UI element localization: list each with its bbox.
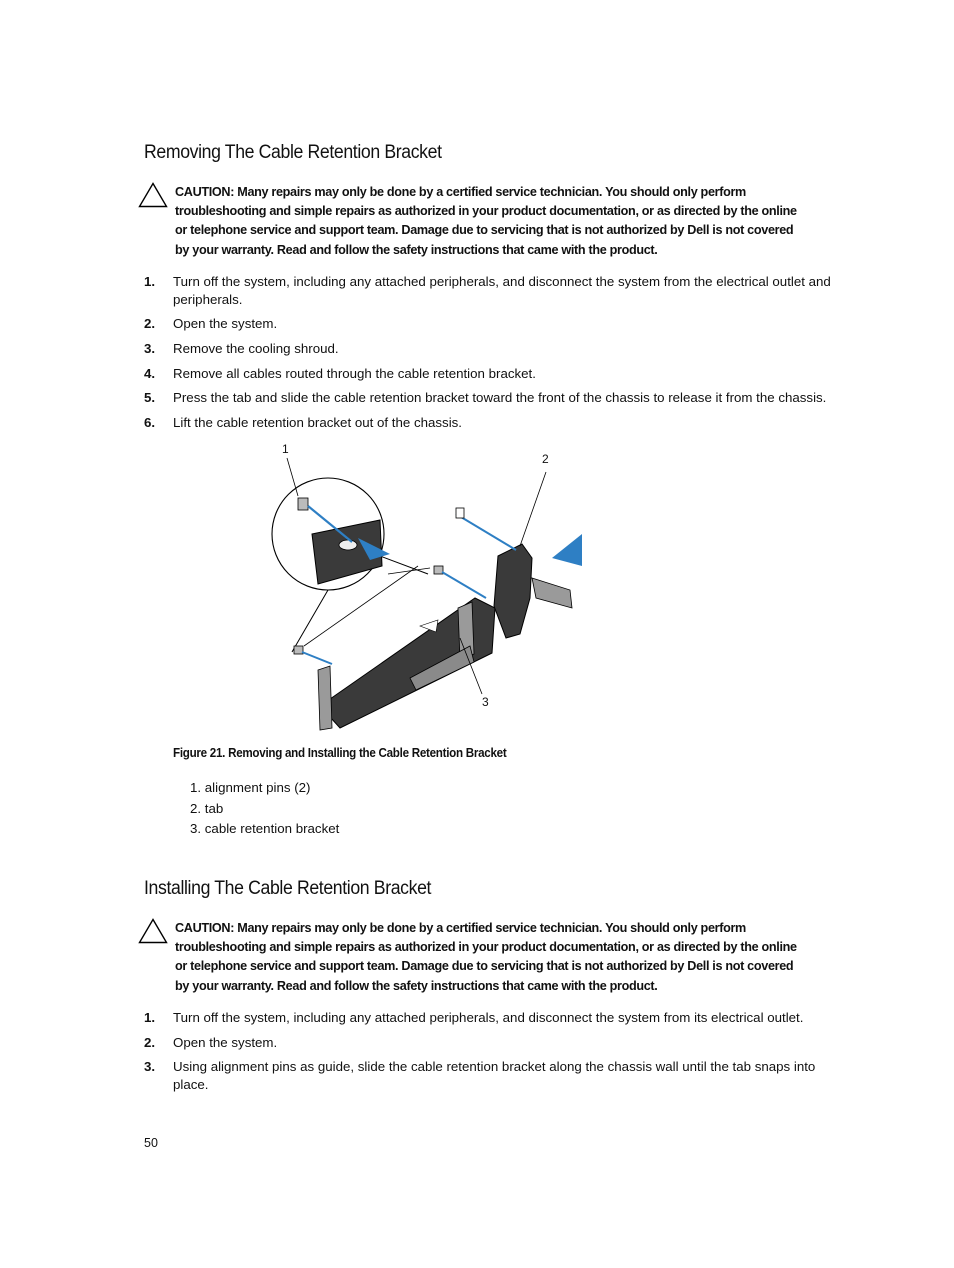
step-item [144, 1009, 834, 1027]
section-title-installing: Installing The Cable Retention Bracket [144, 878, 432, 899]
bracket-tab [494, 544, 532, 638]
step-number: 2. [144, 1035, 156, 1050]
alignment-pin [434, 566, 486, 598]
legend-item: 2. tab [190, 800, 224, 816]
section-title-removing: Removing The Cable Retention Bracket [144, 142, 442, 163]
step-number: 3. [144, 1059, 156, 1074]
step-item [144, 1034, 834, 1052]
step-text: Turn off the system, including any attached peripherals, and disconnect the system from the electrical outlet and peripherals. [173, 274, 831, 307]
step-item [144, 1058, 834, 1094]
installation-steps [144, 1009, 834, 1094]
callout-2: 2 [542, 452, 549, 466]
figure-caption: Figure 21. Removing and Installing the Cable Retention Bracket [173, 746, 507, 760]
step-text: Open the system. [173, 1035, 278, 1050]
bracket-illustration [270, 438, 590, 734]
step-text: Press the tab and slide the cable retention bracket toward the front of the chassis to release it from the chassis. [173, 390, 827, 405]
step-text: Remove all cables routed through the cable retention bracket. [173, 366, 536, 381]
callout-3: 3 [482, 695, 489, 709]
step-item [144, 340, 834, 358]
removal-steps [144, 273, 834, 432]
figure-legend [190, 778, 339, 840]
step-number: 4. [144, 366, 156, 381]
legend-item: 1. alignment pins (2) [190, 780, 311, 795]
caution-triangle-icon [138, 182, 168, 208]
step-number: 2. [144, 316, 156, 331]
step-item [144, 414, 834, 432]
step-item [144, 365, 834, 383]
caution-triangle-icon [138, 918, 168, 944]
step-number: 5. [144, 390, 156, 405]
step-text: Open the system. [173, 316, 278, 331]
step-number: 3. [144, 341, 156, 356]
step-text: Lift the cable retention bracket out of the chassis. [173, 415, 463, 430]
push-arrow [552, 534, 582, 566]
bracket-diagram-svg [270, 438, 590, 734]
step-text: Turn off the system, including any attached peripherals, and disconnect the system from its electrical outlet. [173, 1010, 804, 1025]
caution-text: CAUTION: Many repairs may only be done by a certified service technician. You should only perform troubleshooting and simple repairs as authorized in your product documentation, or as directed by the online or telephone service and support team. Damage due to servicing that is not authorized by Dell is not covered by your warranty. Read and follow the safety instructions that came with the product. [175, 920, 797, 993]
callout-1: 1 [282, 442, 289, 456]
step-item [144, 389, 834, 407]
caution-text: CAUTION: Many repairs may only be done by a certified service technician. You should only perform troubleshooting and simple repairs as authorized in your product documentation, or as directed by the online or telephone service and support team. Damage due to servicing that is not authorized by Dell is not covered by your warranty. Read and follow the safety instructions that came with the product. [175, 184, 797, 257]
page-number: 50 [144, 1136, 158, 1150]
step-item [144, 273, 834, 309]
step-number: 1. [144, 274, 156, 289]
alignment-pin [294, 646, 332, 664]
step-item [144, 315, 834, 333]
step-text: Using alignment pins as guide, slide the cable retention bracket along the chassis wall until the tab snaps into place. [173, 1059, 816, 1092]
step-text: Remove the cooling shroud. [173, 341, 339, 356]
step-number: 6. [144, 415, 156, 430]
step-number: 1. [144, 1010, 156, 1025]
legend-item: 3. cable retention bracket [190, 821, 340, 836]
